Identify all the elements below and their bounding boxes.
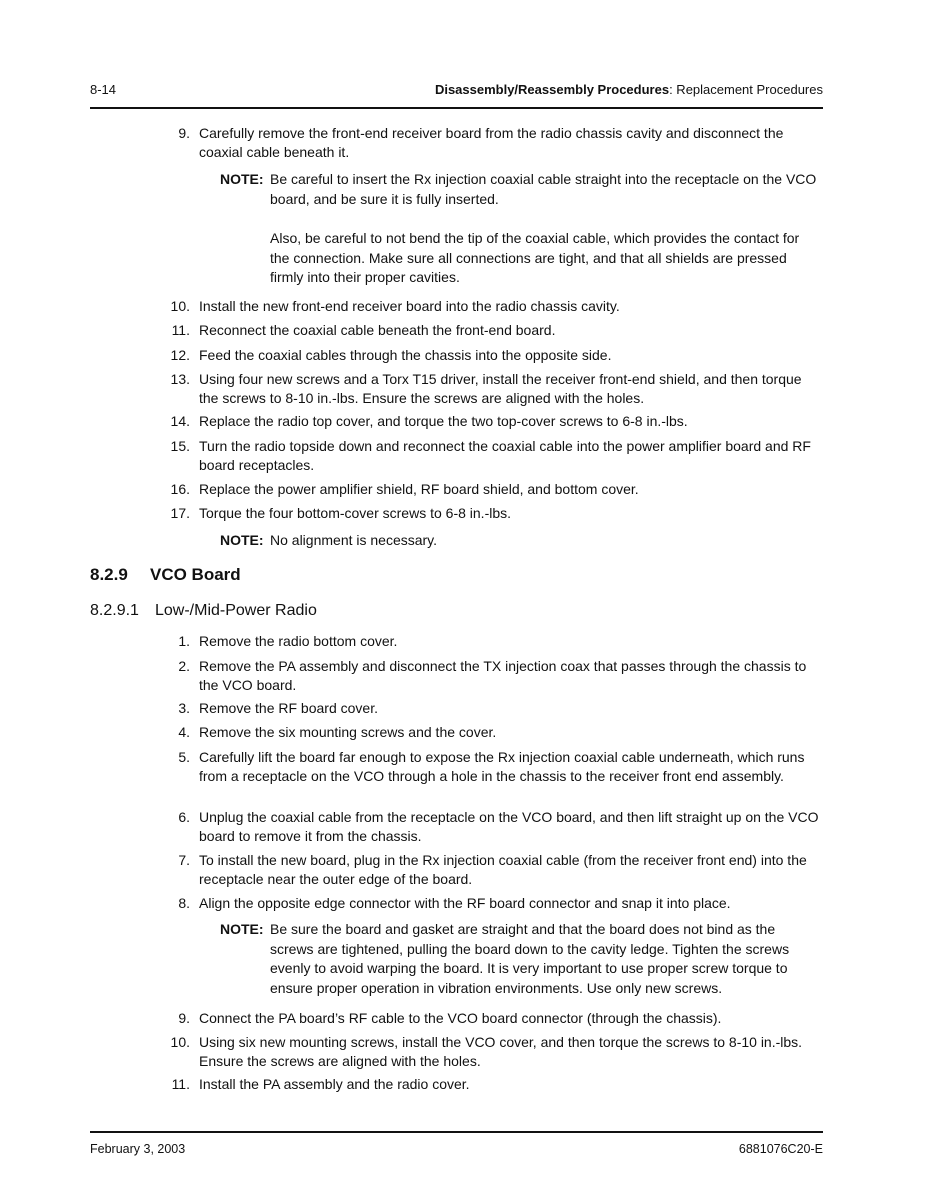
section-number: 8.2.9 — [90, 565, 128, 584]
step-text: To install the new board, plug in the Rx injection coaxial cable (from the receiver front end) into the receptacle near the outer edge of the board. — [199, 852, 807, 887]
subsection-number: 8.2.9.1 — [90, 602, 139, 619]
subsection-heading — [90, 602, 317, 620]
step-number: 3. — [178, 700, 190, 716]
step-text: Reconnect the coaxial cable beneath the front-end board. — [199, 322, 556, 338]
note-label: NOTE: — [220, 921, 264, 937]
header-title-rest: : Replacement Procedures — [669, 82, 823, 97]
step-number: 9. — [178, 125, 190, 141]
step-text: Connect the PA board’s RF cable to the VCO board connector (through the chassis). — [199, 1010, 722, 1026]
header-rule — [90, 107, 823, 109]
note-text: Also, be careful to not bend the tip of the coaxial cable, which provides the contact for the connection. Make sure all connections are tight, and that all shields are pressed firmly into their proper cavities. — [270, 230, 800, 285]
step-number: 14. — [170, 413, 190, 429]
subsection-title: Low-/Mid-Power Radio — [155, 602, 317, 619]
step-text: Align the opposite edge connector with the RF board connector and snap it into place. — [199, 895, 731, 911]
step-text: Remove the radio bottom cover. — [199, 633, 398, 649]
step-text: Install the new front-end receiver board into the radio chassis cavity. — [199, 298, 620, 314]
page-number: 8-14 — [90, 82, 117, 97]
step-number: 10. — [170, 1034, 190, 1050]
step-text: Carefully lift the board far enough to expose the Rx injection coaxial cable underneath, which runs from a receptacle on the VCO through a hole in the chassis to the receiver front end assembly. — [199, 749, 805, 784]
step-text: Using four new screws and a Torx T15 driver, install the receiver front-end shield, and then torque the screws to 8-10 in.-lbs. Ensure the screws are aligned with the holes. — [199, 371, 802, 406]
step-text: Remove the RF board cover. — [199, 700, 378, 716]
step-number: 17. — [170, 505, 190, 521]
section-heading — [90, 565, 241, 585]
step-text: Remove the PA assembly and disconnect the TX injection coax that passes through the chassis to the VCO board. — [199, 658, 807, 693]
step-number: 16. — [170, 481, 190, 497]
step-number: 9. — [178, 1010, 190, 1026]
step-number: 13. — [170, 371, 190, 387]
section-title: VCO Board — [150, 565, 241, 584]
step-number: 11. — [171, 322, 190, 338]
step-number: 5. — [178, 749, 190, 765]
note-label: NOTE: — [220, 171, 264, 187]
step-text: Using six new mounting screws, install the VCO cover, and then torque the screws to 8-10 in.-lbs. Ensure the screws are aligned with the holes. — [199, 1034, 803, 1069]
step-number: 10. — [170, 298, 190, 314]
step-text: Install the PA assembly and the radio cover. — [199, 1076, 470, 1092]
step-number: 12. — [170, 347, 190, 363]
footer-doc-id: 6881076C20-E — [738, 1142, 823, 1156]
step-number: 4. — [178, 724, 190, 740]
note-label: NOTE: — [220, 532, 264, 548]
note-text: Be sure the board and gasket are straight and that the board does not bind as the screws are tightened, pulling the board down to the cavity ledge. Tighten the screws evenly to avoid warping the board. It is very important to use proper screw torque to ensure proper operation in vibration environments. Use only new screws. — [270, 921, 790, 996]
step-number: 7. — [178, 852, 190, 868]
note-text: No alignment is necessary. — [270, 532, 438, 548]
step-text: Replace the radio top cover, and torque the two top-cover screws to 6-8 in.-lbs. — [199, 413, 688, 429]
page-header — [90, 82, 823, 102]
step-number: 11. — [171, 1076, 190, 1092]
footer-date: February 3, 2003 — [90, 1142, 186, 1156]
step-text: Remove the six mounting screws and the cover. — [199, 724, 497, 740]
step-number: 15. — [170, 438, 190, 454]
step-text: Turn the radio topside down and reconnect the coaxial cable into the power amplifier board and RF board receptacles. — [199, 438, 811, 473]
step-text: Feed the coaxial cables through the chassis into the opposite side. — [199, 347, 612, 363]
step-text: Carefully remove the front-end receiver board from the radio chassis cavity and disconnect the coaxial cable beneath it. — [199, 125, 784, 160]
step-number: 1. — [178, 633, 190, 649]
step-text: Torque the four bottom-cover screws to 6-8 in.-lbs. — [199, 505, 512, 521]
step-text: Unplug the coaxial cable from the receptacle on the VCO board, and then lift straight up on the VCO board to remove it from the chassis. — [199, 809, 819, 844]
header-title-bold: Disassembly/Reassembly Procedures — [434, 82, 670, 97]
header-title — [435, 82, 823, 97]
note-text: Be careful to insert the Rx injection coaxial cable straight into the receptacle on the VCO board, and be sure it is fully inserted. — [270, 171, 817, 207]
footer-rule — [90, 1131, 823, 1133]
step-number: 8. — [178, 895, 190, 911]
step-number: 2. — [178, 658, 190, 674]
step-number: 6. — [178, 809, 190, 825]
step-text: Replace the power amplifier shield, RF board shield, and bottom cover. — [199, 481, 639, 497]
